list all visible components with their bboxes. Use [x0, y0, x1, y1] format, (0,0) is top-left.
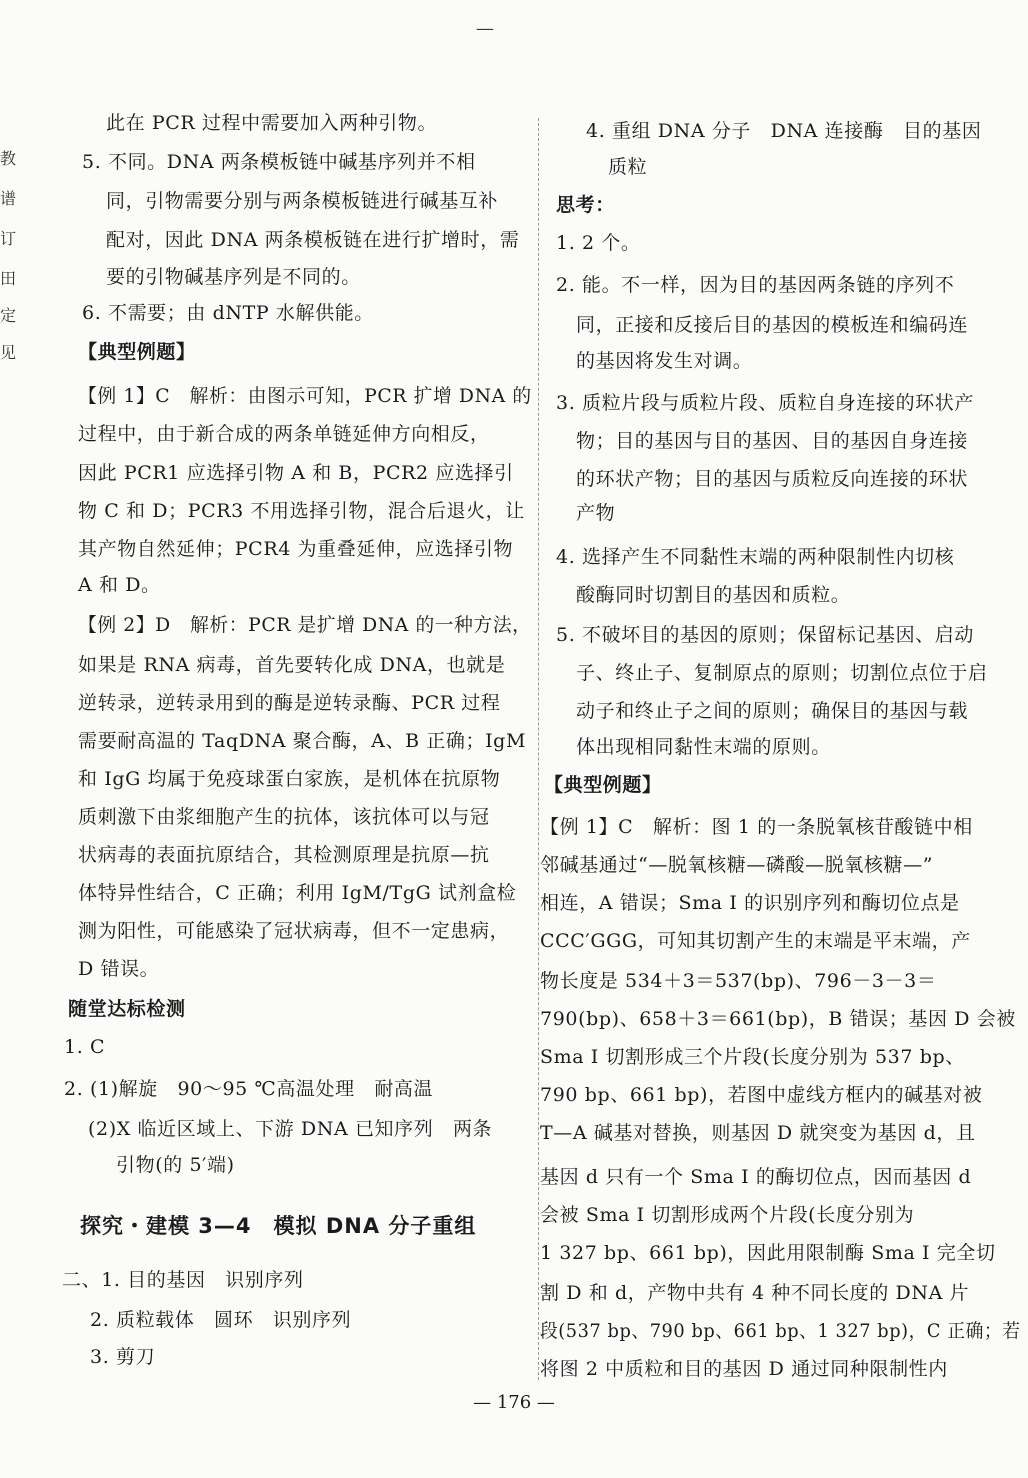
text-line: (2)X 临近区域上、下游 DNA 已知序列 两条 — [88, 1118, 493, 1140]
text-line: 物长度是 534＋3＝537(bp)、796－3－3＝ — [540, 970, 937, 992]
text-line: 【例 2】D 解析：PCR 是扩增 DNA 的一种方法， — [78, 614, 532, 636]
text-line: 1 327 bp、661 bp)，因此用限制酶 Sma Ⅰ 完全切 — [540, 1242, 996, 1264]
text-line: D 错误。 — [78, 958, 160, 980]
text-line: 如果是 RNA 病毒，首先要转化成 DNA，也就是 — [78, 654, 506, 676]
section-heading: 【典型例题】 — [544, 774, 662, 796]
left-column — [0, 0, 540, 1400]
text-line: 质粒 — [608, 156, 648, 178]
text-line: 的基因将发生对调。 — [576, 350, 753, 372]
text-line: 基因 d 只有一个 Sma Ⅰ 的酶切位点，因而基因 d — [540, 1166, 972, 1188]
text-line: 物；目的基因与目的基因、目的基因自身连接 — [576, 430, 969, 452]
text-line: 测为阳性，可能感染了冠状病毒，但不一定患病， — [78, 920, 510, 942]
text-line: 1. 2 个。 — [556, 232, 641, 254]
text-line: 【例 1】C 解析：图 1 的一条脱氧核苷酸链中相 — [540, 816, 973, 838]
text-line: 2. (1)解旋 90～95 ℃高温处理 耐高温 — [64, 1078, 434, 1100]
text-line: 1. C — [64, 1036, 106, 1058]
page-number: — 176 — — [473, 1392, 555, 1413]
text-line: 同，引物需要分别与两条模板链进行碱基互补 — [106, 190, 499, 212]
text-line: 状病毒的表面抗原结合，其检测原理是抗原—抗 — [78, 844, 490, 866]
text-line: 会被 Sma Ⅰ 切割形成两个片段(长度分别为 — [540, 1204, 915, 1226]
text-line: 2. 质粒载体 圆环 识别序列 — [90, 1309, 352, 1331]
text-line: 子、终止子、复制原点的原则；切割位点位于启 — [576, 662, 988, 684]
section-heading: 【典型例题】 — [78, 341, 196, 363]
text-line: 配对，因此 DNA 两条模板链在进行扩增时，需 — [106, 229, 520, 251]
text-line: 2. 能。不一样，因为目的基因两条链的序列不 — [556, 274, 955, 296]
text-line: 酸酶同时切割目的基因和质粒。 — [576, 584, 851, 606]
text-line: 将图 2 中质粒和目的基因 D 通过同种限制性内 — [540, 1358, 948, 1380]
text-line: 其产物自然延伸；PCR4 为重叠延伸，应选择引物 — [78, 538, 514, 560]
text-line: 4. 重组 DNA 分子 DNA 连接酶 目的基因 — [586, 120, 982, 142]
text-line: 5. 不破坏目的基因的原则；保留标记基因、启动 — [556, 624, 974, 646]
text-line: 动子和终止子之间的原则；确保目的基因与载 — [576, 700, 969, 722]
section-heading: 随堂达标检测 — [68, 998, 186, 1020]
text-line: 体特异性结合，C 正确；利用 IgM/TgG 试剂盒检 — [78, 882, 517, 904]
text-line: 邻碱基通过“—脱氧核糖—磷酸—脱氧核糖—” — [540, 854, 934, 876]
text-line: 割 D 和 d，产物中共有 4 种不同长度的 DNA 片 — [540, 1282, 970, 1304]
margin-char: 定 — [0, 306, 17, 325]
text-line: 需要耐高温的 TaqDNA 聚合酶，A、B 正确；IgM — [78, 730, 526, 752]
text-line: 的环状产物；目的基因与质粒反向连接的环状 — [576, 468, 969, 490]
text-line: 引物(的 5′端) — [116, 1154, 235, 1176]
text-line: 过程中，由于新合成的两条单链延伸方向相反， — [78, 423, 490, 445]
text-line: 质刺激下由浆细胞产生的抗体，该抗体可以与冠 — [78, 806, 490, 828]
text-line: 790 bp、661 bp)，若图中虚线方框内的碱基对被 — [540, 1084, 983, 1106]
section-heading: 思考： — [556, 194, 615, 216]
text-line: 6. 不需要；由 dNTP 水解供能。 — [82, 302, 374, 324]
right-column — [540, 0, 1028, 1400]
chapter-heading: 探究・建模 3—4 模拟 DNA 分子重组 — [80, 1214, 477, 1238]
top-mark: — — [476, 18, 494, 39]
text-line: 要的引物碱基序列是不同的。 — [106, 266, 361, 288]
text-line: 此在 PCR 过程中需要加入两种引物。 — [106, 112, 438, 134]
margin-char: 订 — [0, 229, 17, 248]
margin-char: 谱 — [0, 189, 17, 208]
text-line: T—A 碱基对替换，则基因 D 就突变为基因 d，且 — [540, 1122, 976, 1144]
text-line: 4. 选择产生不同黏性末端的两种限制性内切核 — [556, 546, 955, 568]
margin-char: 田 — [0, 269, 17, 288]
text-line: Sma Ⅰ 切割形成三个片段(长度分别为 537 bp、 — [540, 1046, 965, 1068]
text-line: 5. 不同。DNA 两条模板链中碱基序列并不相 — [82, 151, 476, 173]
text-line: 【例 1】C 解析：由图示可知，PCR 扩增 DNA 的 — [78, 385, 532, 407]
text-line: CCC′GGG，可知其切割产生的末端是平末端，产 — [540, 930, 971, 952]
text-line: 和 IgG 均属于免疫球蛋白家族，是机体在抗原物 — [78, 768, 501, 790]
text-line: A 和 D。 — [78, 574, 161, 596]
text-line: 段(537 bp、790 bp、661 bp、1 327 bp)，C 正确；若 — [540, 1320, 1021, 1342]
text-line: 3. 质粒片段与质粒片段、质粒自身连接的环状产 — [556, 392, 974, 414]
column-divider — [538, 118, 539, 1380]
text-line: 物 C 和 D；PCR3 不用选择引物，混合后退火，让 — [78, 500, 525, 522]
text-line: 因此 PCR1 应选择引物 A 和 B，PCR2 应选择引 — [78, 462, 514, 484]
margin-char: 见 — [0, 343, 17, 362]
text-line: 产物 — [576, 502, 616, 524]
text-line: 3. 剪刀 — [90, 1346, 156, 1368]
text-line: 逆转录，逆转录用到的酶是逆转录酶、PCR 过程 — [78, 692, 501, 714]
text-line: 相连，A 错误；Sma Ⅰ 的识别序列和酶切位点是 — [540, 892, 960, 914]
text-line: 790(bp)、658＋3＝661(bp)，B 错误；基因 D 会被 — [540, 1008, 1016, 1030]
margin-char: 教 — [0, 149, 17, 168]
text-line: 体出现相同黏性末端的原则。 — [576, 736, 831, 758]
text-line: 二、1. 目的基因 识别序列 — [62, 1269, 304, 1291]
text-line: 同，正接和反接后目的基因的模板连和编码连 — [576, 314, 969, 336]
